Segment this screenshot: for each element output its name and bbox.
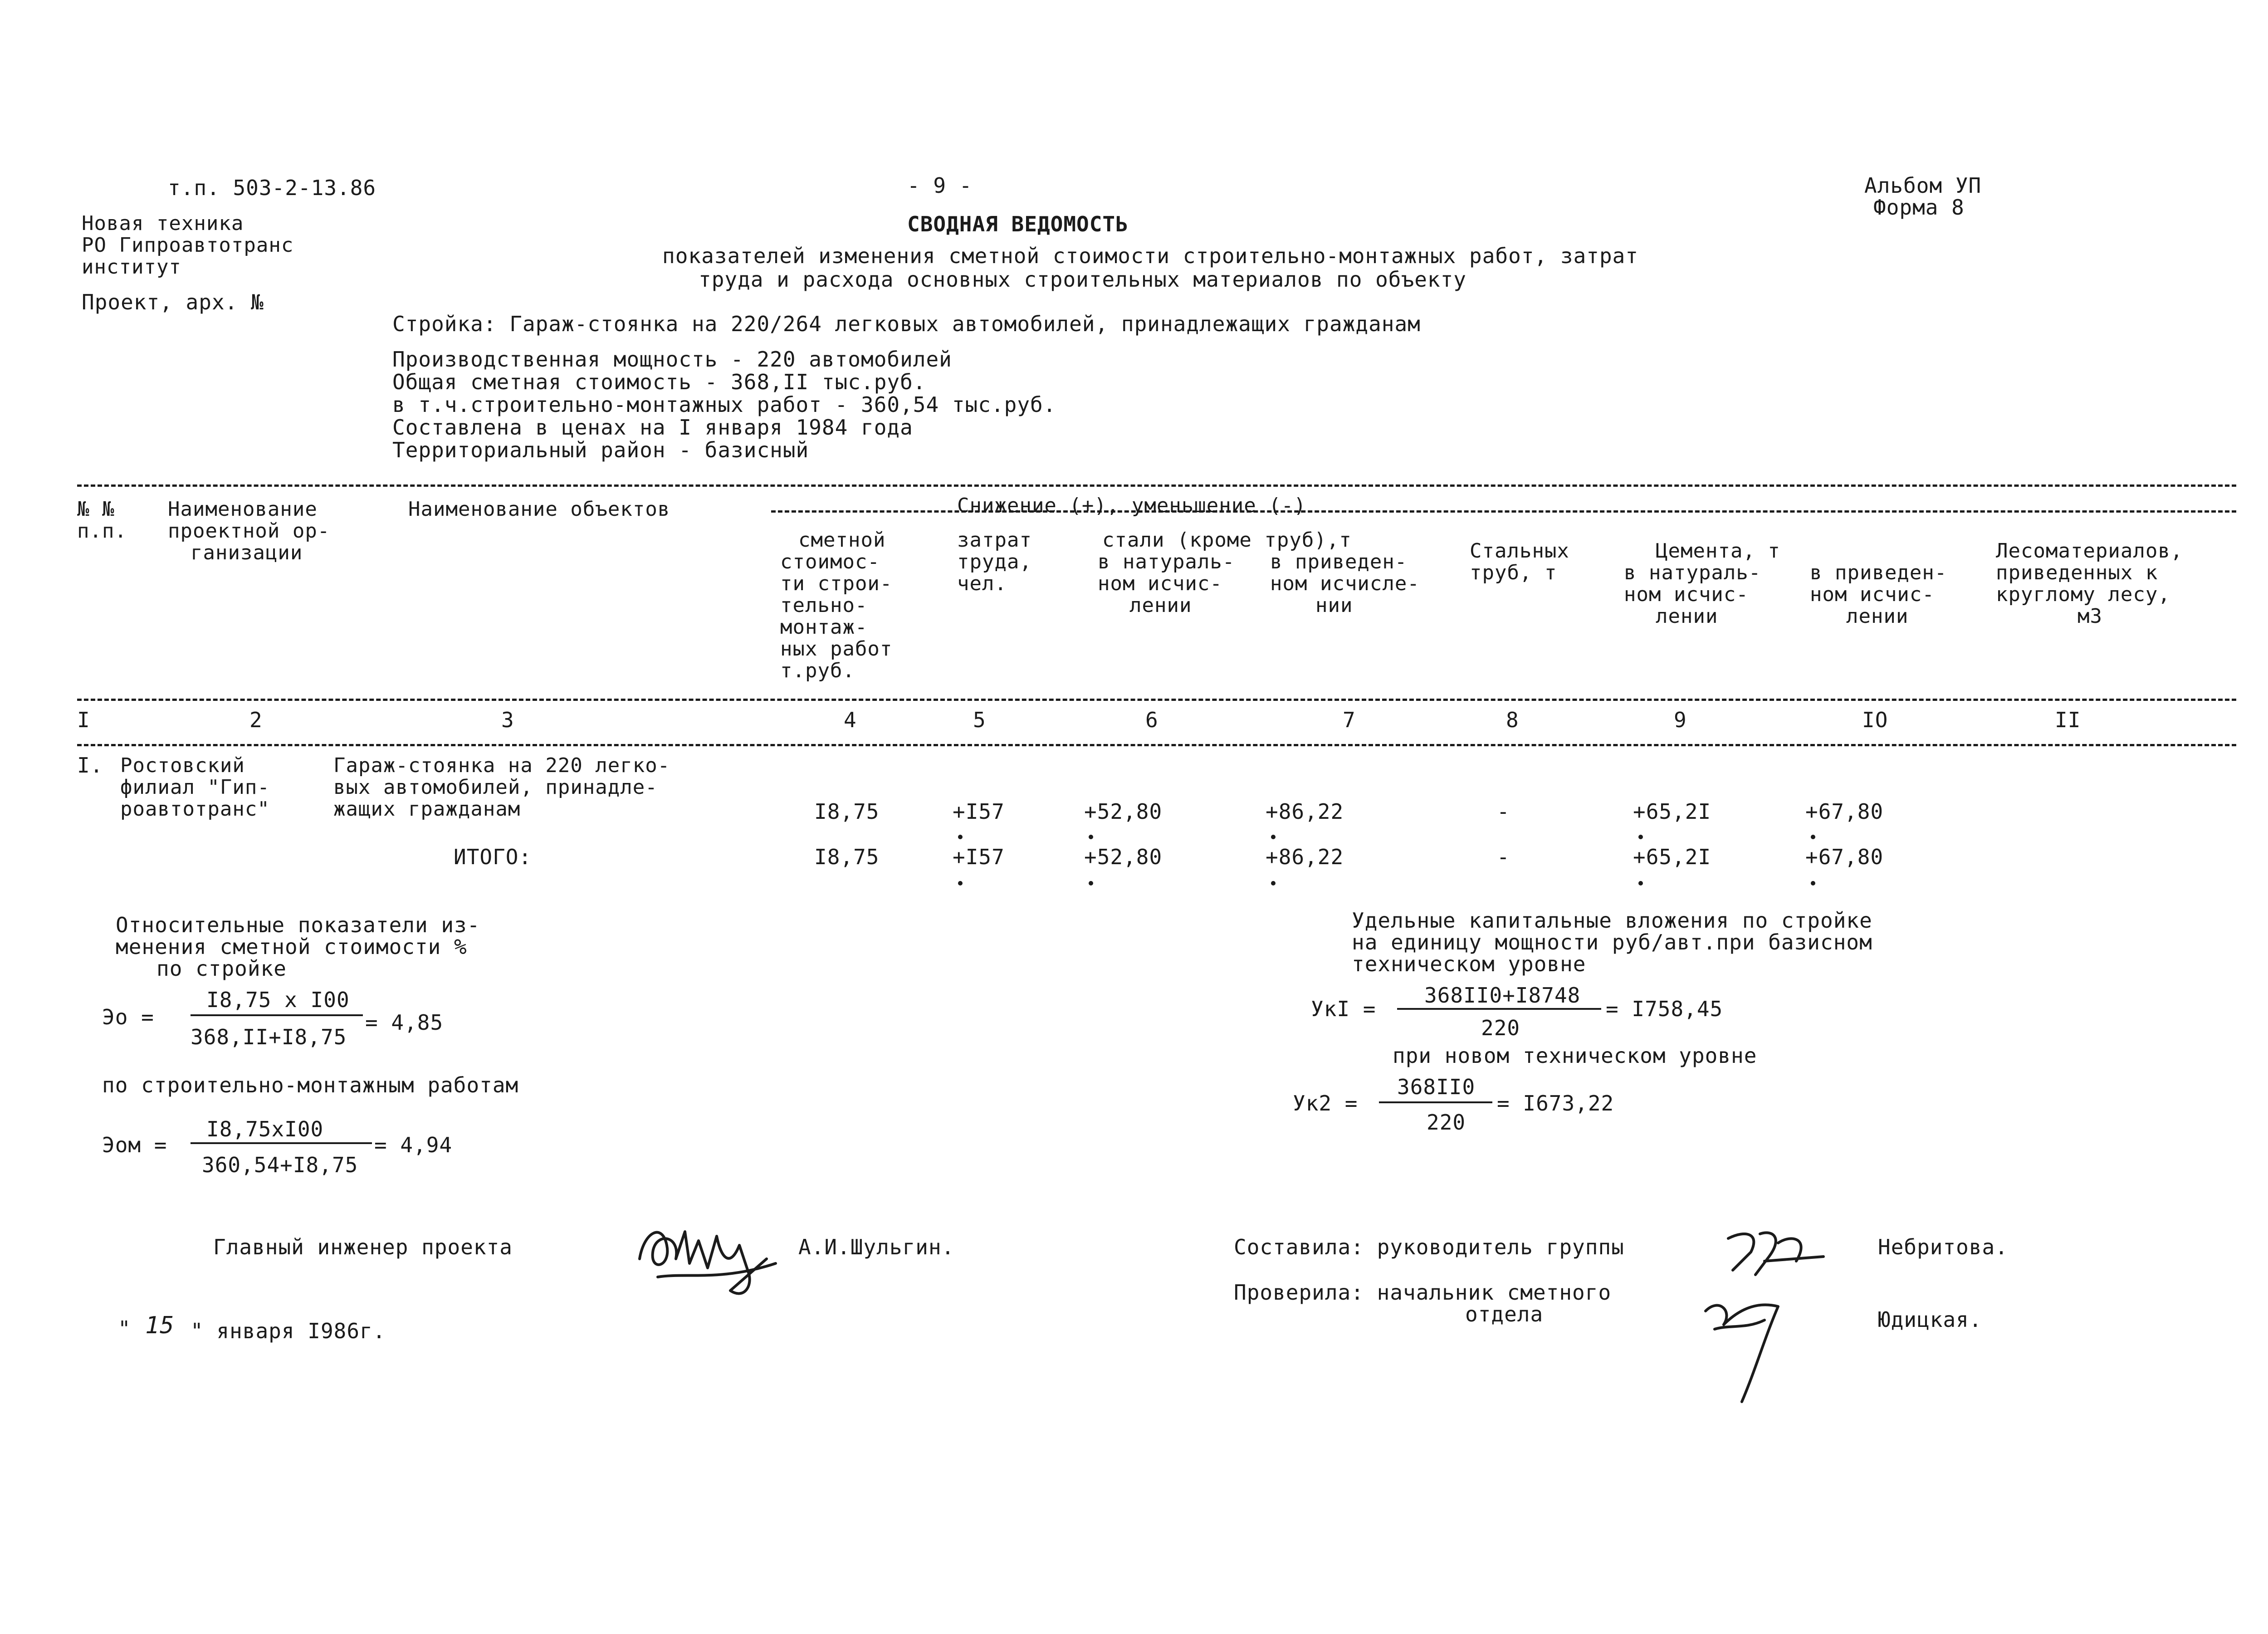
smr-cost-line: в т.ч.строительно-монтажных работ - 360,54 тыс.руб.	[392, 392, 1056, 417]
org-line-1: Новая техника	[82, 212, 244, 235]
hdr-org-1: Наименование	[168, 498, 318, 521]
org-line-2: РО Гипроавтотранс	[82, 234, 294, 257]
hdr-c4-4: тельно-	[780, 594, 868, 617]
hdr-c4-6: ных работ	[780, 637, 893, 660]
hdr-c7-1: в приведен-	[1270, 550, 1408, 573]
hdr-org-2: проектной ор-	[168, 519, 330, 543]
col-num-5: 5	[973, 708, 986, 732]
mark-dot	[1271, 835, 1276, 839]
tp-number: т.п. 503-2-13.86	[168, 176, 376, 200]
eo-denominator: 368,II+I8,75	[191, 1025, 347, 1049]
row-cell-c6: +52,80	[1084, 799, 1163, 824]
compiled-signature-icon	[1719, 1220, 1828, 1284]
hdr-c5-3: чел.	[957, 572, 1007, 595]
total-cell-c7: +86,22	[1266, 845, 1344, 869]
col-num-4: 4	[844, 708, 857, 732]
rel-title-3: по стройке	[156, 956, 287, 981]
uk2-denominator: 220	[1427, 1110, 1466, 1135]
date-rest: " января I986г.	[191, 1319, 386, 1343]
row-object-2: вых автомобилей, принадле-	[333, 776, 658, 799]
smr-title: по строительно-монтажным работам	[102, 1073, 519, 1097]
table-top-rule	[77, 484, 2236, 487]
uk1-numerator: 368II0+I8748	[1424, 983, 1581, 1008]
title-line-1: показателей изменения сметной стоимости строительно-монтажных работ, затрат	[662, 244, 1639, 268]
hdr-c11-4: м3	[2077, 605, 2102, 628]
eo-result: = 4,85	[365, 1010, 444, 1035]
new-level-label: при новом техническом уровне	[1393, 1043, 1757, 1068]
spec-title-1: Удельные капитальные вложения по стройке	[1352, 908, 1872, 933]
hdr-c7-3: нии	[1315, 594, 1353, 617]
uk2-label: Ук2 =	[1293, 1091, 1358, 1115]
rel-title-1: Относительные показатели из-	[116, 913, 480, 937]
hdr-c10-3: лении	[1846, 605, 1909, 628]
hdr-c4-2: стоимос-	[780, 550, 880, 573]
row-cell-c4: I8,75	[814, 799, 880, 824]
hdr-c6-2: ном исчис-	[1098, 572, 1222, 595]
rel-title-2: менения сметной стоимости %	[116, 934, 467, 959]
row-object-3: жащих гражданам	[333, 797, 521, 821]
hdr-c5-2: труда,	[957, 550, 1032, 573]
total-cell-c8: -	[1497, 845, 1510, 869]
region-line: Территориальный район - базисный	[392, 438, 809, 462]
total-cell-c9: +65,2I	[1633, 845, 1711, 869]
hdr-c8-2: труб, т	[1470, 561, 1557, 584]
col-num-2: 2	[249, 708, 263, 732]
hdr-c7-2: ном исчисле-	[1270, 572, 1420, 595]
hdr-cement: Цемента, т	[1656, 539, 1780, 563]
col-num-11: II	[2055, 708, 2081, 732]
compiled-name: Небритова.	[1878, 1235, 2008, 1259]
chief-engineer-name: А.И.Шульгин.	[798, 1235, 955, 1259]
spec-title-2: на единицу мощности руб/авт.при базисном	[1352, 930, 1872, 954]
mark-dot	[1638, 881, 1643, 885]
page-number: - 9 -	[907, 173, 973, 198]
eom-result: = 4,94	[374, 1133, 453, 1157]
eom-fraction-bar	[191, 1142, 372, 1144]
row-org-3: роавтотранс"	[120, 797, 270, 821]
hdr-steel: стали (кроме труб),т	[1102, 528, 1352, 552]
date-quote-open: "	[118, 1316, 131, 1341]
uk2-numerator: 368II0	[1397, 1075, 1476, 1099]
row-cell-c5: +I57	[953, 799, 1005, 824]
mark-dot	[1089, 835, 1093, 839]
col-num-1: I	[77, 708, 90, 732]
prices-line: Составлена в ценах на I января 1984 года	[392, 415, 913, 440]
col-num-3: 3	[501, 708, 514, 732]
header-bottom-rule	[77, 699, 2236, 701]
compiled-label: Составила: руководитель группы	[1234, 1235, 1624, 1259]
date-day: 15	[145, 1312, 175, 1339]
mark-dot	[1089, 881, 1093, 885]
uk1-denominator: 220	[1481, 1016, 1520, 1040]
mark-dot	[1811, 881, 1815, 885]
construction-line: Стройка: Гараж-стоянка на 220/264 легковых автомобилей, принадлежащих гражданам	[392, 312, 1421, 336]
eom-denominator: 360,54+I8,75	[202, 1153, 358, 1177]
mark-dot	[958, 881, 963, 885]
hdr-c4-3: ти строи-	[780, 572, 893, 595]
checked-signature-icon	[1696, 1284, 1796, 1411]
total-cell-c5: +I57	[953, 845, 1005, 869]
hdr-c6-1: в натураль-	[1098, 550, 1235, 573]
checked-label: Проверила: начальник сметного	[1234, 1280, 1612, 1305]
eo-label: Эо =	[102, 1005, 154, 1029]
checked-name: Юдицкая.	[1878, 1307, 1982, 1332]
row-cell-c10: +67,80	[1805, 799, 1884, 824]
chief-engineer-label: Главный инженер проекта	[213, 1235, 513, 1259]
album-label: Альбом УП	[1864, 173, 1982, 198]
org-line-3: институт	[82, 255, 181, 279]
hdr-org-3: ганизации	[191, 541, 303, 564]
checked-label-2: отдела	[1465, 1302, 1544, 1326]
hdr-group-reduction: Снижение (+), уменьшение (-)	[957, 494, 1306, 517]
hdr-c5-1: затрат	[957, 528, 1032, 552]
row-org-2: филиал "Гип-	[120, 776, 270, 799]
eo-numerator: I8,75 x I00	[206, 988, 350, 1012]
total-cell-c4: I8,75	[814, 845, 880, 869]
document-title: СВОДНАЯ ВЕДОМОСТЬ	[907, 212, 1129, 236]
col-num-8: 8	[1506, 708, 1519, 732]
mark-dot	[1811, 835, 1815, 839]
row-cell-c9: +65,2I	[1633, 799, 1711, 824]
hdr-num-1: № №	[77, 498, 115, 521]
uk2-result: = I673,22	[1497, 1091, 1614, 1115]
uk2-fraction-bar	[1379, 1101, 1492, 1103]
eom-label: Эом =	[102, 1133, 167, 1157]
uk1-label: УкI =	[1311, 997, 1376, 1021]
hdr-c11-2: приведенных к	[1996, 561, 2158, 584]
total-cell-c10: +67,80	[1805, 845, 1884, 869]
hdr-c4-1: сметной	[798, 528, 886, 552]
form-label: Форма 8	[1873, 195, 1965, 220]
hdr-objects: Наименование объектов	[408, 498, 670, 521]
row-org-1: Ростовский	[120, 754, 245, 777]
hdr-c8-1: Стальных	[1470, 539, 1569, 563]
eo-fraction-bar	[191, 1014, 363, 1016]
total-label: ИТОГО:	[454, 845, 532, 869]
hdr-c4-7: т.руб.	[780, 659, 855, 682]
uk1-result: = I758,45	[1606, 997, 1723, 1021]
total-cell-c6: +52,80	[1084, 845, 1163, 869]
spec-title-3: техническом уровне	[1352, 952, 1586, 976]
eom-numerator: I8,75xI00	[206, 1117, 324, 1141]
capacity-line: Производственная мощность - 220 автомобилей	[392, 347, 952, 372]
hdr-c4-5: монтаж-	[780, 616, 868, 639]
hdr-c10-1: в приведен-	[1810, 561, 1947, 584]
hdr-c6-3: лении	[1129, 594, 1192, 617]
row-cell-c7: +86,22	[1266, 799, 1344, 824]
hdr-c11-1: Лесоматериалов,	[1996, 539, 2183, 563]
hdr-c9-1: в натураль-	[1624, 561, 1761, 584]
col-num-10: IO	[1862, 708, 1888, 732]
hdr-num-2: п.п.	[77, 519, 127, 543]
col-num-6: 6	[1145, 708, 1158, 732]
uk1-fraction-bar	[1397, 1008, 1601, 1010]
mark-dot	[1638, 835, 1643, 839]
total-cost-line: Общая сметная стоимость - 368,II тыс.руб.	[392, 370, 926, 394]
col-number-rule	[77, 744, 2236, 746]
col-num-7: 7	[1343, 708, 1356, 732]
chief-signature-icon	[631, 1204, 794, 1304]
row-number: I.	[77, 753, 103, 778]
project-label: Проект, арх. №	[82, 290, 264, 314]
row-cell-c8: -	[1497, 799, 1510, 824]
hdr-c9-3: лении	[1656, 605, 1718, 628]
hdr-c11-3: круглому лесу,	[1996, 583, 2170, 606]
hdr-c9-2: ном исчис-	[1624, 583, 1749, 606]
mark-dot	[958, 835, 963, 839]
hdr-c10-2: ном исчис-	[1810, 583, 1935, 606]
title-line-2: труда и расхода основных строительных материалов по объекту	[699, 267, 1466, 292]
row-object-1: Гараж-стоянка на 220 легко-	[333, 754, 670, 777]
col-num-9: 9	[1674, 708, 1687, 732]
mark-dot	[1271, 881, 1276, 885]
